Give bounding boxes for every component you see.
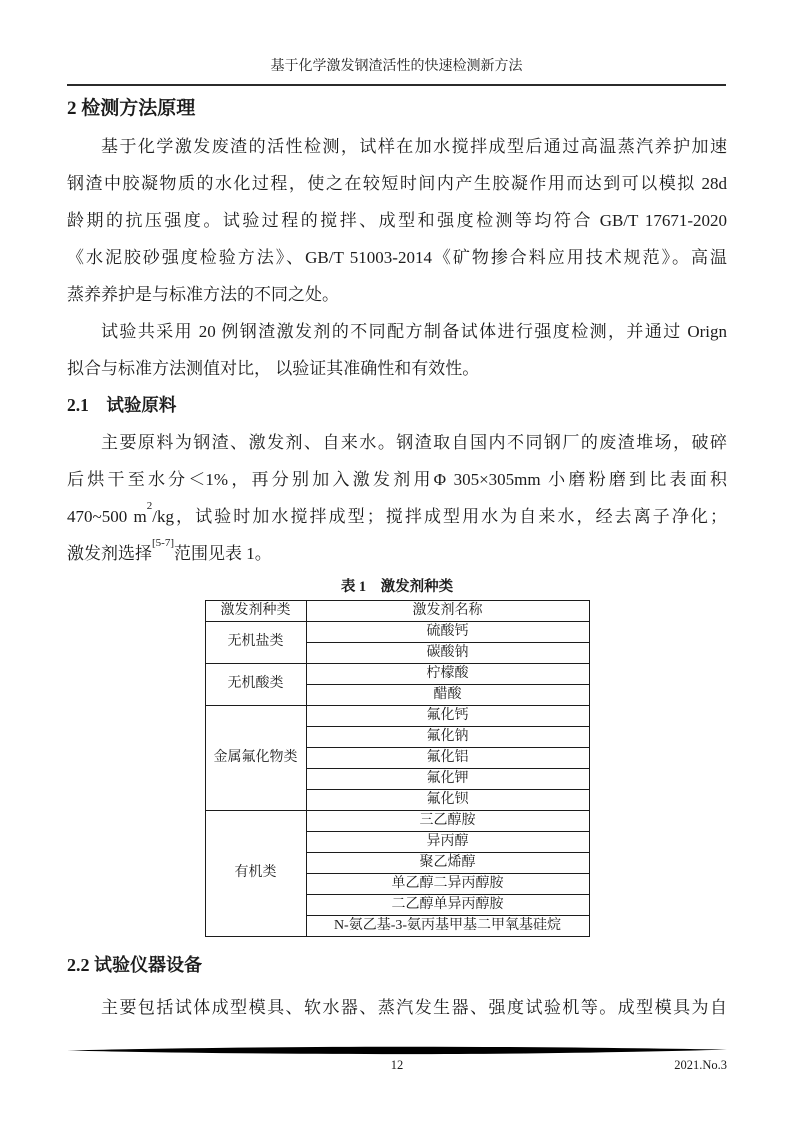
section-2-1-heading: 2.1 试验原料 [67,395,177,415]
running-title: 基于化学激发钢渣活性的快速检测新方法 [270,59,523,74]
table-cell-name: 醋酸 [306,685,589,706]
line-text: 470~500 m [67,507,147,526]
table-cell-name: 硫酸钙 [306,622,589,643]
paragraph-line: 拟合与标准方法测值对比， 以验证其准确性和有效性。 [67,359,480,378]
paragraph-3 [67,424,727,572]
superscript-exponent: 2 [146,500,153,513]
line-text: 激发剂选择 [67,544,152,563]
paragraph-1 [67,128,727,313]
paragraph-line: 龄期的抗压强度。试验过程的搅拌、成型和强度检测等均符合 GB/T 17671-2020 [67,211,727,230]
table-header-row [205,601,589,622]
table-header-cell: 激发剂名称 [306,601,589,622]
paragraph-line: 后烘干至水分＜1%，再分别加入激发剂用Φ 305×305mm 小磨粉磨到比表面积 [67,470,727,489]
table-cell-name: 氟化钾 [306,769,589,790]
table-cell-name: 氟化钠 [306,727,589,748]
paragraph-line: 蒸养养护是与标准方法的不同之处。 [67,285,339,304]
table-row [205,622,589,643]
table-cell-name: 氟化钡 [306,790,589,811]
page-number: 12 [390,1058,404,1072]
table-cell-category: 金属氟化物类 [205,706,306,811]
paragraph-line: 《水泥胶砂强度检验方法》、GB/T 51003-2014《矿物掺合料应用技术规范》。高温 [67,248,727,267]
table-cell-name: 二乙醇单异丙醇胺 [306,895,589,916]
paragraph-line: 试验共采用 20 例钢渣激发剂的不同配方制备试体进行强度检测，并通过 Orign [101,322,727,341]
table-cell-name: 氟化铝 [306,748,589,769]
footer-rule [67,1046,727,1055]
table-cell-name: 三乙醇胺 [306,811,589,832]
table-row [205,706,589,727]
table-cell-name: 聚乙烯醇 [306,853,589,874]
table-cell-name: 柠檬酸 [306,664,589,685]
table-cell-name: 氟化钙 [306,706,589,727]
section-2-2-heading: 2.2 试验仪器设备 [67,955,202,975]
table-cell-name: 异丙醇 [306,832,589,853]
footer-row [67,1058,727,1076]
table-cell-category: 无机酸类 [205,664,306,706]
paragraph-line: 主要原料为钢渣、激发剂、自来水。钢渣取自国内不同钢厂的废渣堆场，破碎 [101,433,727,452]
table-1-title: 表 1 激发剂种类 [340,579,454,595]
paragraph-line [67,535,727,572]
section-2-heading: 2 检测方法原理 [67,98,196,119]
page-content [67,96,727,1026]
paragraph-4 [67,989,727,1026]
page-footer [67,1046,727,1076]
table-cell-name: N-氨乙基-3-氨丙基甲基二甲氧基硅烷 [306,916,589,937]
paragraph-line: 钢渣中胶凝物质的水化过程，使之在较短时间内产生胶凝作用而达到可以模拟 28d [67,174,727,193]
paragraph-line: 主要包括试体成型模具、软水器、蒸汽发生器、强度试验机等。成型模具为自 [101,998,727,1017]
activator-types-table [205,600,590,937]
table-row [205,664,589,685]
table-cell-name: 碳酸钠 [306,643,589,664]
superscript-reference: [5-7] [152,537,174,550]
table-cell-category: 无机盐类 [205,622,306,664]
table-cell-name: 单乙醇二异丙醇胺 [306,874,589,895]
paragraph-line [67,498,727,535]
paragraph-line: 基于化学激发废渣的活性检测，试样在加水搅拌成型后通过高温蒸汽养护加速 [101,137,727,156]
journal-issue: 2021.No.3 [674,1058,727,1072]
table-header-cell: 激发剂种类 [205,601,306,622]
table-row [205,811,589,832]
header-rule [67,84,726,86]
line-text: 范围见表 1。 [174,544,272,563]
paragraph-2 [67,313,727,387]
line-text: /kg，试验时加水搅拌成型；搅拌成型用水为自来水，经去离子净化； [152,507,727,526]
table-cell-category: 有机类 [205,811,306,937]
